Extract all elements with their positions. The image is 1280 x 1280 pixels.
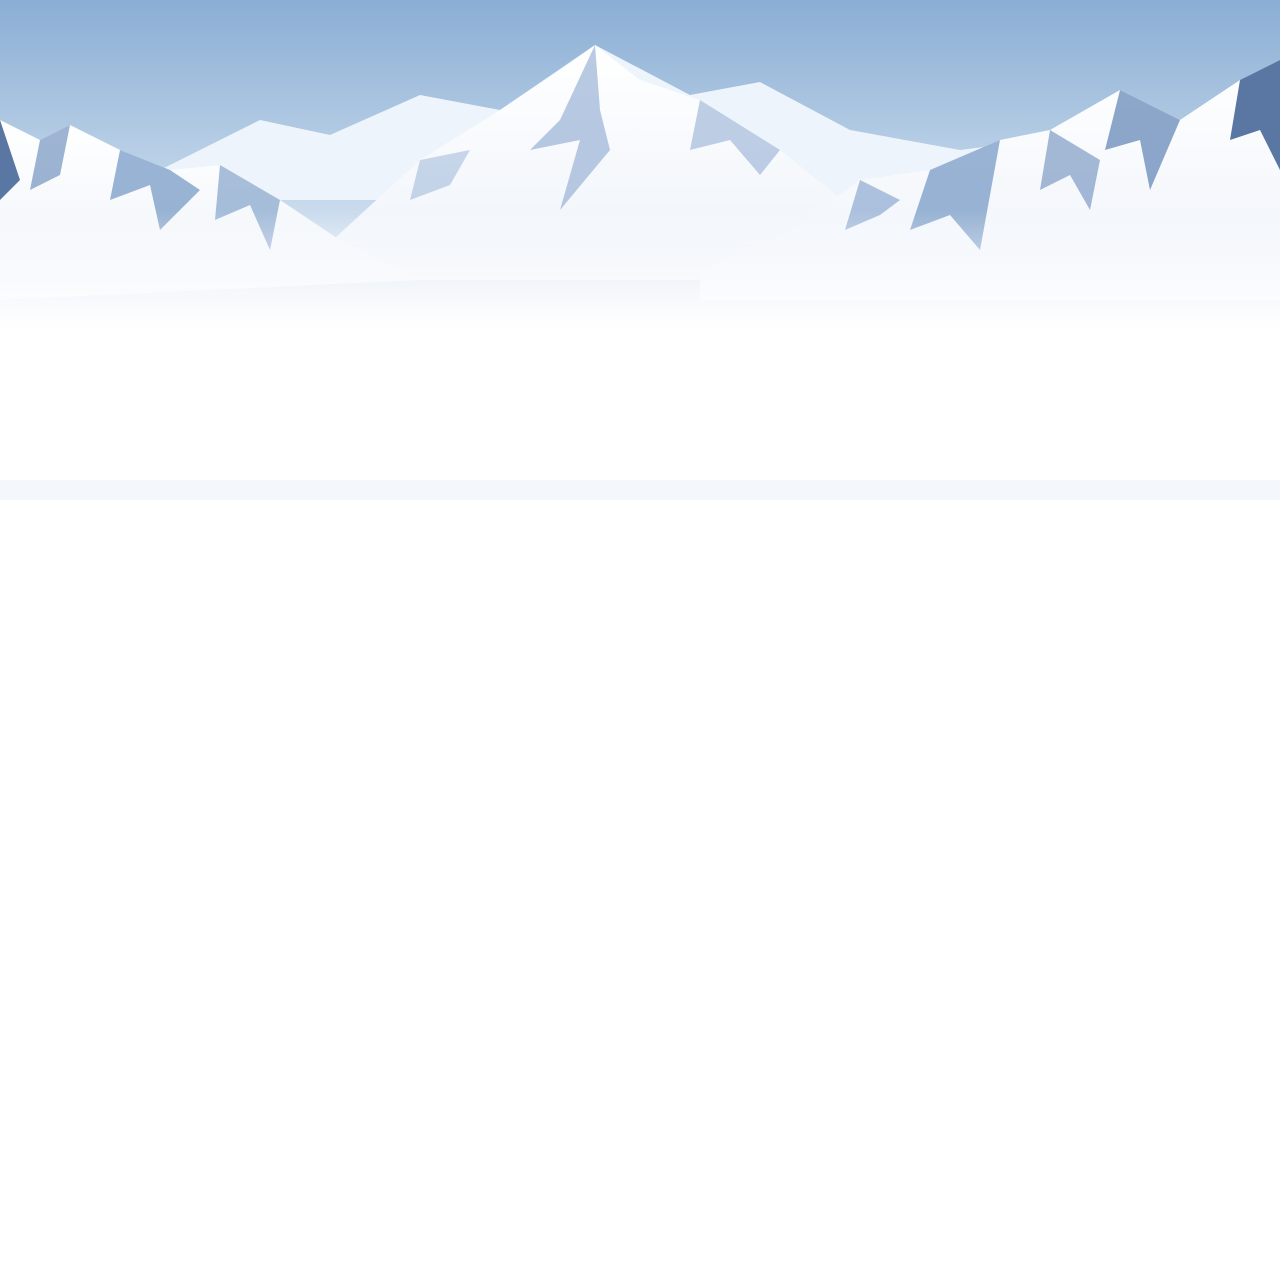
mountain-banner bbox=[0, 0, 1280, 480]
section-divider bbox=[0, 480, 1280, 500]
mist bbox=[0, 210, 1280, 330]
article-body bbox=[40, 560, 1240, 616]
snow-mountain-image bbox=[0, 0, 1280, 480]
